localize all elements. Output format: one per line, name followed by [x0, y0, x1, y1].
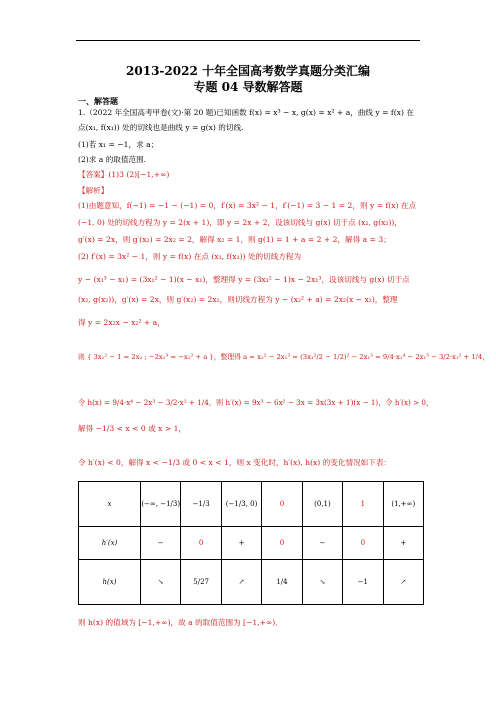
table-cell: (1,+∞) — [383, 482, 423, 527]
answer-line: 【答案】(1)3 (2)[−1,+∞) — [78, 170, 170, 179]
analysis-label: 【解析】 — [78, 186, 109, 195]
table-cell: 1 — [343, 482, 383, 527]
table-header-function: h(x) — [79, 560, 141, 605]
table-cell: 0 — [262, 527, 302, 560]
table-header-x: x — [79, 482, 141, 527]
page-title: 2013-2022 十年全国高考数学真题分类汇编 — [126, 64, 370, 78]
problem-line-2: 点(x₁, f(x₁)) 处的切线也是曲线 y = g(x) 的切线. — [78, 123, 244, 132]
section-heading: 一、解答题 — [78, 96, 118, 106]
table-cell: (−1/3, 0) — [221, 482, 261, 527]
solution-line-6: (x₂, g(x₂))，g′(x) = 2x，则 g′(x₂) = 2x₂，则切线方程为 y − (x₂² + a) = 2x₂(x − x₂)，整理 — [78, 295, 398, 304]
table-cell: + — [221, 527, 261, 560]
table-cell: ↗ — [383, 560, 423, 605]
solution-line-4: (2) f′(x) = 3x² − 1，则 y = f(x) 在点 (x₁, f(x₁)) 处的切线方程为 — [78, 252, 302, 261]
solution-line-8: 则 { 3x₁² − 1 = 2x₂ ; −2x₁³ = −x₂² + a }，整理得 a = x₂² − 2x₁³ = (3x₁²/2 − 1/2)² − 2x₁³ = 9/4·x₁⁴ − 2x₁³ − 3/2·x₁² + 1/4， — [78, 353, 490, 361]
table-cell: −1/3 — [181, 482, 221, 527]
variation-table — [78, 481, 424, 605]
solution-line-3: g′(x) = 2x，则 g′(x₂) = 2x₂ = 2，解得 x₂ = 1，则 g(1) = 1 + a = 2 + 2，解得 a = 3； — [78, 235, 391, 244]
solution-line-2: (−1, 0) 处的切线方程为 y = 2(x + 1)，即 y = 2x + 2，设该切线与 g(x) 切于点 (x₂, g(x₂))， — [78, 218, 402, 227]
table-cell: ↘ — [141, 560, 181, 605]
table-cell: 0 — [343, 527, 383, 560]
table-cell: 0 — [262, 482, 302, 527]
table-cell: ↘ — [302, 560, 342, 605]
page-subtitle: 专题 04 导数解答题 — [193, 80, 303, 94]
solution-line-10: 解得 −1/3 < x < 0 或 x > 1， — [78, 424, 186, 433]
table-cell: (−∞, −1/3) — [141, 482, 181, 527]
solution-line-11: 令 h′(x) < 0，解得 x < −1/3 或 0 < x < 1，则 x 变化时，h′(x), h(x) 的变化情况如下表： — [78, 458, 392, 467]
conclusion-line: 则 h(x) 的值域为 [−1,+∞)，故 a 的取值范围为 [−1,+∞)． — [78, 618, 283, 627]
table-row — [79, 560, 424, 605]
table-row — [79, 482, 424, 527]
table-cell: − — [141, 527, 181, 560]
table-cell: + — [383, 527, 423, 560]
table-cell: −1 — [343, 560, 383, 605]
question-1: (1)若 x₁ = −1，求 a； — [78, 140, 159, 149]
table-header-derivative: h′(x) — [79, 527, 141, 560]
problem-line-1: 1.（2022 年全国高考甲卷(文)·第 20 题)已知函数 f(x) = x³ − x, g(x) = x² + a，曲线 y = f(x) 在 — [78, 108, 414, 117]
table-cell: 5/27 — [181, 560, 221, 605]
solution-line-5: y − (x₁³ − x₁) = (3x₁² − 1)(x − x₁)，整理得 y = (3x₁² − 1)x − 2x₁³，设该切线与 g(x) 切于点 — [78, 275, 410, 284]
table-cell: − — [302, 527, 342, 560]
question-2: (2)求 a 的取值范围. — [78, 155, 147, 164]
table-cell: 0 — [181, 527, 221, 560]
table-row — [79, 527, 424, 560]
solution-line-7: 得 y = 2x₂x − x₂² + a， — [78, 318, 165, 327]
table-cell: 1/4 — [262, 560, 302, 605]
table-cell: ↗ — [221, 560, 261, 605]
table-cell: (0,1) — [302, 482, 342, 527]
solution-line-9: 令 h(x) = 9/4·x⁴ − 2x³ − 3/2·x² + 1/4，则 h′(x) = 9x³ − 6x² − 3x = 3x(3x + 1)(x − 1)，令 h′(x) > 0， — [78, 398, 434, 407]
header-rule — [76, 40, 420, 41]
solution-line-1: (1)由题意知，f(−1) = −1 − (−1) = 0，f′(x) = 3x² − 1，f′(−1) = 3 − 1 = 2，则 y = f(x) 在点 — [78, 201, 417, 210]
